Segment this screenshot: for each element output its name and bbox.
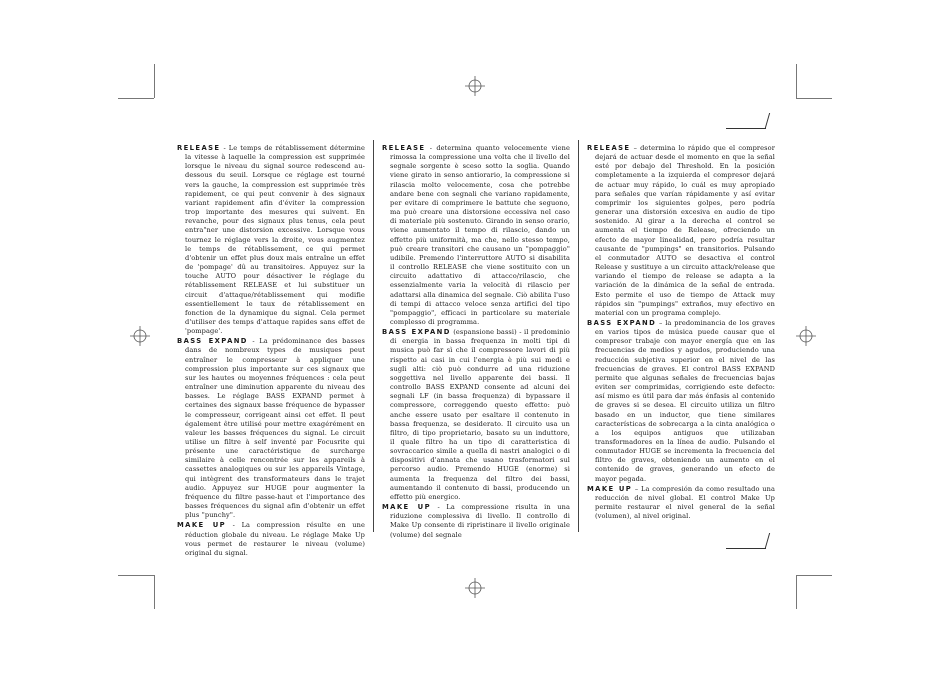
registration-mark-icon <box>796 326 816 346</box>
section-text: - La compressione risulta in una riduzione complessiva di livello. Il controllo di Make Up consente di ripristinare il livello originale (volume) del segnale <box>390 503 570 539</box>
section-heading: MAKE UP <box>177 521 227 530</box>
folio-rule <box>765 113 770 128</box>
crop-mark <box>118 575 154 576</box>
crop-mark <box>154 64 155 98</box>
column-spanish <box>587 144 775 522</box>
crop-mark <box>796 575 832 576</box>
section-heading: BASS EXPAND <box>587 318 657 327</box>
crop-mark <box>796 64 797 98</box>
section-text: - determina quanto velocemente viene rimossa la compressione una volta che il livello del segnale sorgente è sceso sotto la soglia. Quando viene girato in senso antiorario, la compressione si rilascia molto velocemente, cosa che potrebbe andare bene con segnali che variano rapidamente, per evitare di comprimere le battute che seguono, ma può creare una distorsione eccessiva nel caso di materiale più sostenuto. Girando in senso orario, viene aumentato il tempo di rilascio, dando un effetto più uniformità, ma che, nello stesso tempo, può creare transitori che causano un "pompaggio" udibile. Premendo l'interruttore AUTO si disabilita il controllo RELEASE che viene sostituito con un circuito adattativo di attacco/rilascio, che essenzialmente varia la velocità di rilascio per adattarsi alla dinamica del segnale. Ciò abilita l'uso di tempi di attacco veloce senza artifici del tipo "pompaggio", efficaci in particolare su materiale complesso di programma. <box>390 144 570 326</box>
registration-mark-icon <box>465 76 485 96</box>
section-text: – determina lo rápido que el compresor dejará de actuar desde el momento en que la señal esté por debajo del Threshold. En la posición completamente a la izquierda el compresor dejará de actuar muy rápido, lo cuál es muy apropiado para señales que varían rápidamente y así evitar comprimir los siguientes golpes, pero podría generar una distorsión excesiva en audio de tipo sostenido. Al girar a la derecha el control se aumenta el tiempo de Release, ofreciendo un efecto de mayor linealidad, pero podría resultar causante de "pumpings" en transitorios. Pulsando el conmutador AUTO se desactiva el control Release y sustituye a un circuito attack/release que variando el tiempo de release se adapta a la variación de la dinámica de la señal de entrada. Esto permite el uso de tiempo de Attack muy rápidos sin "pumpings" extraños, muy efectivo en material con un programa complejo. <box>595 144 775 317</box>
column-french <box>177 144 365 559</box>
section-text: - La prédominance des basses dans de nombreux types de musiques peut entraîner le compresseur à appliquer une compression plus importante sur ces signaux que sur les hautes ou moyennes fréquences : cela peut entraîner une diminution apparente du niveau des basses. Le réglage BASS EXPAND permet à certaines des signaux basse fréquence de bypasser le compresseur, corrigeant ainsi cet effet. Il peut également être utilisé pour mettre exagérément en valeur les basses fréquences du signal. Le circuit utilise un filtre à self inventé par Focusrite qui présente une caractéristique de surcharge similaire à celle rencontrée sur les appareils à cassettes analogiques ou sur les appareils Vintage, qui intègrent des transformateurs dans le trajet audio. Appuyez sur HUGE pour augmenter la fréquence du filtre passe-haut et l'importance des basses fréquences du signal afin d'obtenir un effet plus "punchy". <box>185 337 365 520</box>
release-paragraph <box>587 144 775 318</box>
crop-mark <box>796 575 797 609</box>
registration-mark-icon <box>130 326 150 346</box>
folio-rule <box>765 533 770 548</box>
crop-mark <box>154 575 155 609</box>
section-text: (espansione bassi) - il predominio di energia in bassa frequenza in molti tipi di musica può far sì che il compressore lavori di più rispetto ai casi in cui l'energia è più sui medi e sugli alti: ciò può condurre ad una riduzione soggettiva nel livello apparente dei bassi. Il controllo BASS EXPAND consente ad alcuni dei segnali LF (in bassa frequenza) di bypassare il compressore, correggendo questo effetto: può anche essere usato per esaltare il contenuto in bassa frequenza, se desiderato. Il circuito usa un filtro, di tipo proprietario, basato su un induttore, il quale filtro ha un tipo di caratteristica di sovraccarico simile a quella di nastri analogici o di dispositivi d'annata che usano trasformatori sul percorso audio. Premendo HUGE (enorme) si aumenta la frequenza del filtro dei bassi, aumentando il contenuto di bassi, producendo un effetto più energico. <box>390 328 570 501</box>
release-paragraph <box>382 144 570 327</box>
crop-mark <box>118 98 154 99</box>
make-up-paragraph <box>382 503 570 540</box>
section-heading: MAKE UP <box>382 503 431 512</box>
folio-rule <box>726 128 766 129</box>
section-heading: MAKE UP <box>587 484 633 493</box>
registration-mark-icon <box>465 578 485 598</box>
section-text: – la predominancia de los graves en varios tipos de música puede causar que el compresor trabaje con mayor energía que en las frecuencias de medios y agudos, produciendo una reducción subjetiva superior en el nivel de las frecuencias de graves. El control BASS EXPAND permite que algunas señales de frecuencias bajas eviten ser comprimidas, corrigiendo este defecto: así mismo es útil para dar más énfasis al contenido de graves si se desea. El circuito utiliza un filtro basado en un inductor, que tiene similares características de sobrecarga a la cinta analógica o a los equipos antiguos que utilizaban transformadores en la línea de audio. Pulsando el conmutador HUGE se incrementa la frecuencia del filtro de graves, obteniendo un aumento en el contenido de graves, generando un efecto de mayor pegada. <box>595 318 775 483</box>
section-heading: RELEASE <box>587 144 631 152</box>
crop-mark <box>796 98 832 99</box>
bass-expand-paragraph <box>177 337 365 520</box>
section-text: – La compresión da como resultado una reducción de nivel global. El control Make Up permite restaurar el nivel general de la señal (volumen), al nivel original. <box>595 484 775 521</box>
make-up-paragraph <box>587 485 775 522</box>
make-up-paragraph <box>177 521 365 558</box>
section-heading: BASS EXPAND <box>177 337 248 346</box>
section-heading: RELEASE <box>177 144 221 152</box>
release-paragraph <box>177 144 365 336</box>
section-text: - Le temps de rétablissement détermine la vitesse à laquelle la compression est supprimée lorsque le niveau du signal source redescend au-dessous du seuil. Lorsque ce réglage est tourné vers la gauche, la compression est supprimée très rapidement, ce qui peut convenir à des signaux variant rapidement afin d'éviter la compression trop importante des mesures qui suivent. En revanche, pour des signaux plus tenus, cela peut entra"ner une distorsion excessive. Lorsque vous tournez le réglage vers la droite, vous augmentez le temps de rétablissement, ce qui permet d'obtenir un effet plus doux mais entraîne un effet de 'pompage' dû au transitoires. Appuyez sur la touche AUTO pour désactiver le réglage du rétablissement RELEASE et lui substituer un circuit d'attaque/rétablissement qui modifie essentiellement le taux de rétablissement en fonction de la dynamique du signal. Cela permet d'utiliser des temps d'attaque rapides sans effet de 'pompage'. <box>185 144 365 336</box>
column-italian <box>382 144 570 541</box>
section-heading: RELEASE <box>382 144 426 152</box>
folio-rule <box>726 548 766 549</box>
bass-expand-paragraph <box>587 319 775 484</box>
section-heading: BASS EXPAND <box>382 328 451 337</box>
column-divider <box>373 140 374 532</box>
column-divider <box>578 140 579 532</box>
section-text: - La compression résulte en une réduction globale du niveau. Le réglage Make Up vous permet de restaurer le niveau (volume) original du signal. <box>185 521 365 557</box>
bass-expand-paragraph <box>382 328 570 502</box>
